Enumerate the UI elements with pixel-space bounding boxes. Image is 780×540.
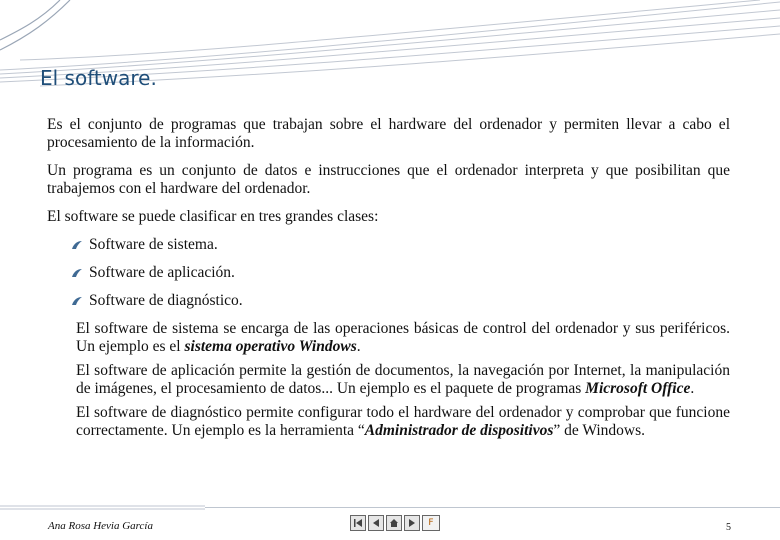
slide-body (47, 116, 730, 446)
software-classes-list (47, 236, 730, 310)
prev-slide-button[interactable] (368, 515, 384, 531)
bullet-text: Software de diagnóstico. (89, 292, 243, 309)
paragraph-aplicacion: El software de aplicación permite la gestión de documentos, la navegación por Internet, la manipulación de imágenes, el procesamiento de datos... Un ejemplo es el paquete de programas Microsoft Office. (76, 362, 730, 397)
page-number: 5 (726, 522, 731, 533)
list-item (71, 236, 730, 254)
bullet-text: Software de sistema. (89, 236, 218, 253)
footer-author: Ana Rosa Hevia García (48, 520, 153, 532)
flame-bullet-icon (71, 292, 85, 310)
slide-navigation (350, 515, 440, 531)
first-slide-button[interactable] (350, 515, 366, 531)
prev-slide-icon (371, 518, 381, 528)
flame-bullet-icon (71, 264, 85, 282)
next-slide-icon (407, 518, 417, 528)
home-icon (389, 518, 399, 528)
flame-bullet-icon (71, 236, 85, 254)
class-descriptions (76, 320, 730, 440)
bullet-text: Software de aplicación. (89, 264, 235, 281)
list-item (71, 264, 730, 282)
list-item (71, 292, 730, 310)
home-button[interactable] (386, 515, 402, 531)
next-slide-button[interactable] (404, 515, 420, 531)
paragraph-program: Un programa es un conjunto de datos e instrucciones que el ordenador interpreta y que posibilitan que trabajemos con el hardware del ordenador. (47, 162, 730, 197)
paragraph-sistema: El software de sistema se encarga de las operaciones básicas de control del ordenador y sus periféricos. Un ejemplo es el sistema operativo Windows. (76, 320, 730, 355)
nav-label-button[interactable]: F (422, 515, 440, 531)
paragraph-diagnostico: El software de diagnóstico permite configurar todo el hardware del ordenador y comprobar que funcione correctamente. Un ejemplo es la herramienta “Administrador de dispositivos” de Windows. (76, 404, 730, 439)
first-slide-icon (353, 518, 363, 528)
footer-divider (0, 505, 780, 511)
slide-title: El software. (40, 66, 157, 90)
paragraph-classes: El software se puede clasificar en tres grandes clases: (47, 208, 379, 225)
paragraph-definition: Es el conjunto de programas que trabajan sobre el hardware del ordenador y permiten llevar a cabo el procesamiento de la información. (47, 116, 730, 151)
